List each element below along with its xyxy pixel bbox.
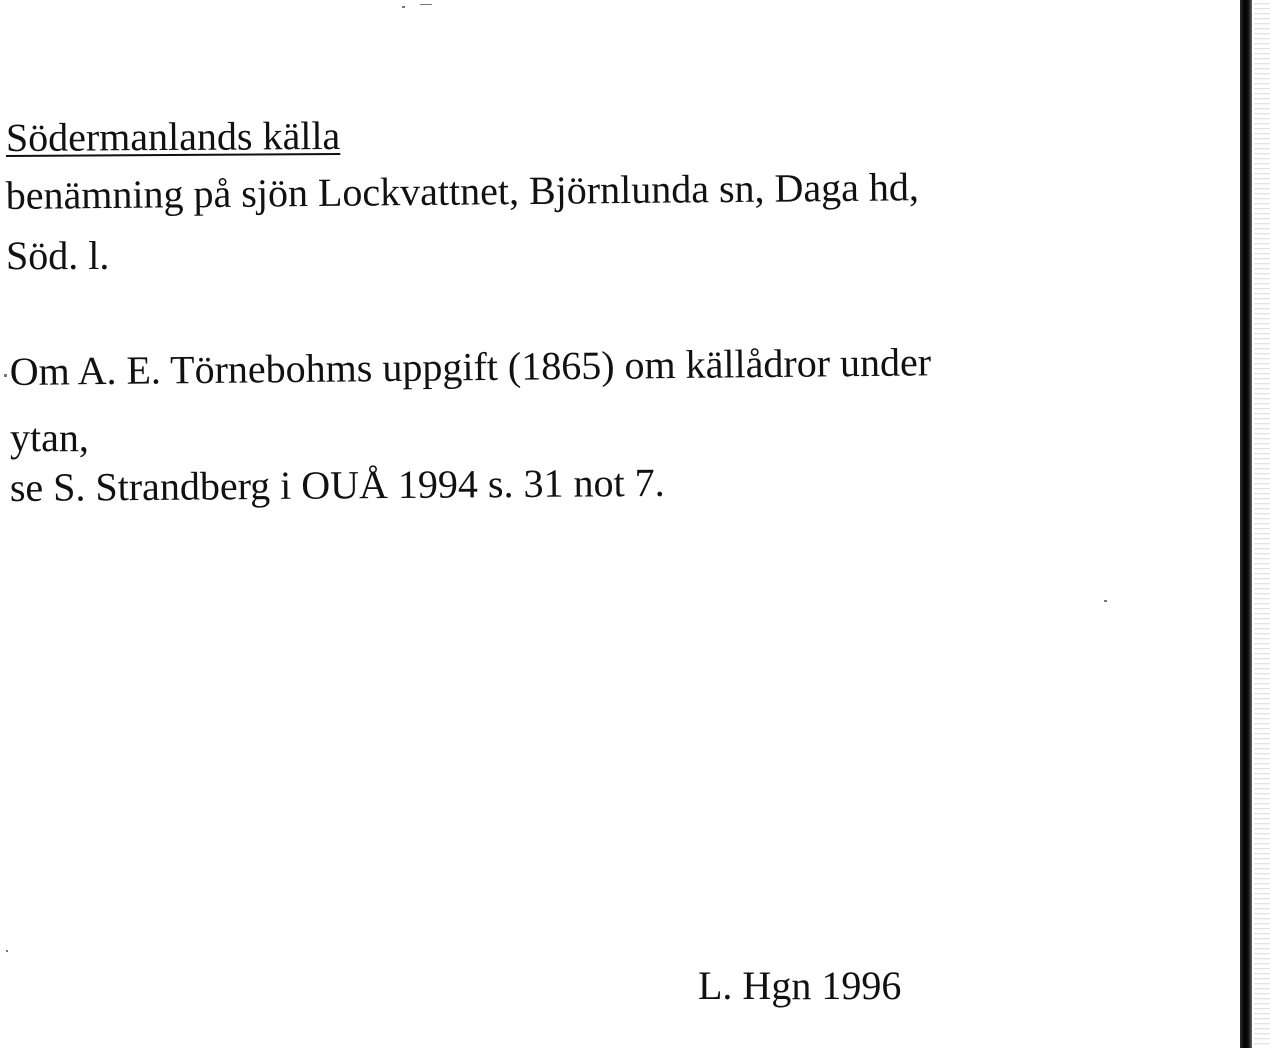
scan-speck bbox=[402, 6, 405, 8]
note-line: se S. Strandberg i OUÅ 1994 s. 31 not 7. bbox=[9, 459, 665, 510]
definition-line: benämning på sjön Lockvattnet, Björnlunda sn, Daga hd, bbox=[5, 164, 920, 218]
scan-speck bbox=[4, 374, 7, 377]
signature: L. Hgn 1996 bbox=[698, 963, 902, 1008]
note-line: Om A. E. Törnebohms uppgift (1865) om källådror under bbox=[9, 339, 932, 394]
scan-speck bbox=[1104, 600, 1107, 602]
headword: Södermanlands källa bbox=[5, 112, 341, 160]
definition-line: Söd. l. bbox=[6, 233, 110, 278]
card-edge-border bbox=[1240, 0, 1252, 1048]
scan-edge-noise bbox=[1254, 0, 1270, 1048]
scan-speck bbox=[420, 4, 432, 5]
note-line: ytan, bbox=[10, 415, 89, 460]
scan-speck bbox=[6, 950, 8, 952]
